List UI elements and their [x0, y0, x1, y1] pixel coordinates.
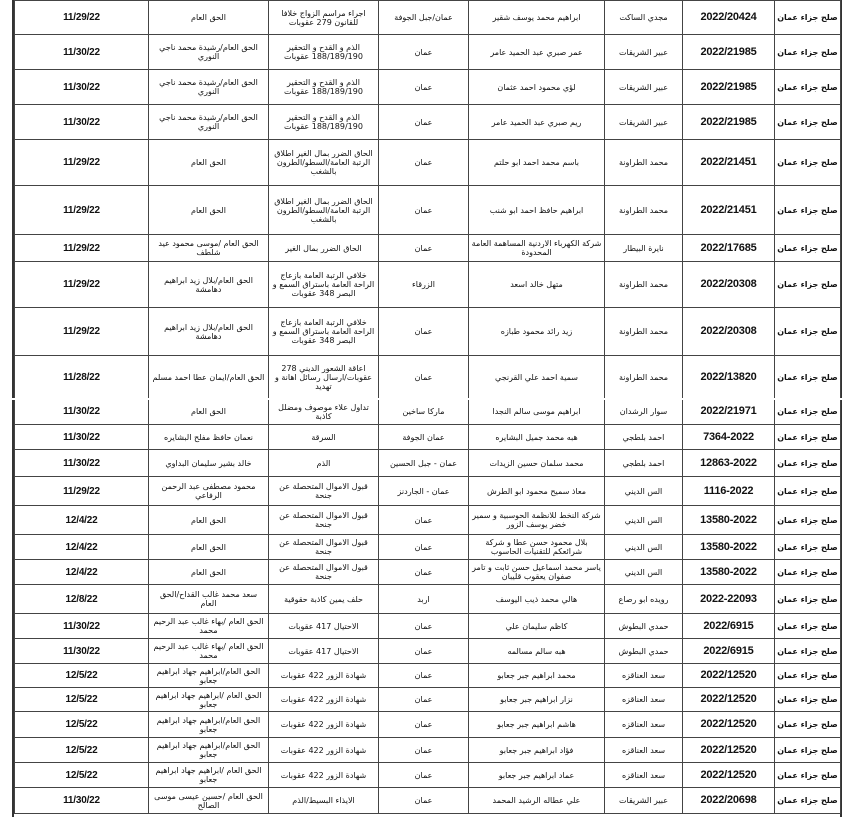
location-cell: عمان/جبل الجوفة [379, 1, 469, 35]
party-cell: شركة النخط للانظمة الحوسبية و سمير خضر يوسف الزور [469, 506, 605, 535]
right-holder-cell: الحق العام/رشيدة محمد ناجي النوري [149, 105, 269, 140]
date-cell: 11/29/22 [15, 140, 149, 186]
table-row [15, 688, 841, 712]
case-number-cell: 2022/20308 [683, 262, 775, 308]
judge-cell: سوار الرشدان [605, 399, 683, 425]
right-holder-cell: خالد بشير سليمان البداوي [149, 450, 269, 477]
court-cell: صلح جزاء عمان [775, 560, 841, 585]
right-holder-cell: الحق العام/رشيدة محمد ناجي النوري [149, 70, 269, 105]
party-cell: شركة الكهرباء الاردنية المساهمة العامة المحدودة [469, 235, 605, 262]
charge-cell: قبول الاموال المتحصلة عن جنحة [269, 477, 379, 506]
right-holder-cell: الحق العام/ابراهيم جهاد ابراهيم جعابو [149, 712, 269, 738]
table-row [15, 450, 841, 477]
court-cell: صلح جزاء عمان [775, 738, 841, 763]
party-cell: فؤاد ابراهيم جبر جعابو [469, 738, 605, 763]
party-cell: محمد سلمان حسين الزيدات [469, 450, 605, 477]
table-row [15, 425, 841, 450]
table-row [15, 712, 841, 738]
right-holder-cell: الحق العام [149, 506, 269, 535]
court-cell: صلح جزاء عمان [775, 639, 841, 664]
judge-cell: حمدي البطوش [605, 614, 683, 639]
date-cell: 11/29/22 [15, 1, 149, 35]
right-holder-cell: الحق العام /بهاء غالب عبد الرحيم محمد [149, 614, 269, 639]
charge-cell: قبول الاموال المتحصلة عن جنحة [269, 535, 379, 560]
court-cell: صلح جزاء عمان [775, 763, 841, 788]
right-holder-cell: الحق العام /حسين عيسى موسى الصالح [149, 788, 269, 814]
table-body [15, 1, 841, 814]
charge-cell: الذم و القدح و التحقير 188/189/190 عقوبات [269, 105, 379, 140]
location-cell: عمان الجوفة [379, 425, 469, 450]
date-cell: 11/29/22 [15, 477, 149, 506]
charge-cell: الحاق الضرر بمال الغير [269, 235, 379, 262]
party-cell: زيد رائد محمود طبازه [469, 308, 605, 356]
table-row [15, 105, 841, 140]
location-cell: عمان [379, 105, 469, 140]
location-cell: عمان [379, 70, 469, 105]
party-cell: علي عطاله الرشيد المحمد [469, 788, 605, 814]
table-row [15, 70, 841, 105]
court-cell: صلح جزاء عمان [775, 1, 841, 35]
date-cell: 11/30/22 [15, 399, 149, 425]
court-cell: صلح جزاء عمان [775, 105, 841, 140]
judge-cell: مجدي الساكت [605, 1, 683, 35]
location-cell: عمان [379, 235, 469, 262]
right-holder-cell: الحق العام/بلال زيد ابراهيم دهامشة [149, 262, 269, 308]
court-cell: صلح جزاء عمان [775, 688, 841, 712]
table-row [15, 788, 841, 814]
court-cell: صلح جزاء عمان [775, 585, 841, 614]
date-cell: 11/29/22 [15, 308, 149, 356]
table-row [15, 186, 841, 235]
date-cell: 12/5/22 [15, 712, 149, 738]
table-row [15, 1, 841, 35]
table-row [15, 738, 841, 763]
party-cell: متهل خالد اسعد [469, 262, 605, 308]
court-cell: صلح جزاء عمان [775, 664, 841, 688]
location-cell: عمان [379, 763, 469, 788]
date-cell: 11/30/22 [15, 614, 149, 639]
location-cell: عمان [379, 560, 469, 585]
date-cell: 11/30/22 [15, 450, 149, 477]
location-cell: عمان [379, 688, 469, 712]
court-cell: صلح جزاء عمان [775, 186, 841, 235]
case-number-cell: 2022/13820 [683, 356, 775, 399]
location-cell: عمان [379, 35, 469, 70]
table-row [15, 614, 841, 639]
right-holder-cell: الحق العام/بلال زيد ابراهيم دهامشة [149, 308, 269, 356]
judge-cell: محمد الطراونة [605, 186, 683, 235]
notice-table [14, 0, 841, 814]
right-holder-cell: الحق العام /موسى محمود عيد شلطف [149, 235, 269, 262]
case-number-cell: 2022/20308 [683, 308, 775, 356]
party-cell: ياسر محمد اسماعيل حسن ثابت و تامر صفوان يعقوب قليبان [469, 560, 605, 585]
court-cell: صلح جزاء عمان [775, 614, 841, 639]
right-holder-cell: نعمان حافظ مفلح البشايره [149, 425, 269, 450]
scan-seam [0, 398, 850, 400]
charge-cell: الاحتيال 417 عقوبات [269, 614, 379, 639]
court-cell: صلح جزاء عمان [775, 356, 841, 399]
case-number-cell: 2022/17685 [683, 235, 775, 262]
location-cell: عمان [379, 788, 469, 814]
case-number-cell: 2022/21985 [683, 105, 775, 140]
case-number-cell: 2022/21971 [683, 399, 775, 425]
party-cell: عمر صبري عبد الحميد عامر [469, 35, 605, 70]
judge-cell: احمد بلطجي [605, 425, 683, 450]
charge-cell: حلف يمين كاذبة حقوقية [269, 585, 379, 614]
right-holder-cell: سعد محمد غالب القداح/الحق العام [149, 585, 269, 614]
date-cell: 11/29/22 [15, 186, 149, 235]
case-number-cell: 2022/12520 [683, 688, 775, 712]
court-cell: صلح جزاء عمان [775, 308, 841, 356]
party-cell: هالي محمد ذيب اليوسف [469, 585, 605, 614]
table-row [15, 262, 841, 308]
right-holder-cell: الحق العام /بهاء غالب عبد الرحيم محمد [149, 639, 269, 664]
case-number-cell: 2022/12520 [683, 738, 775, 763]
party-cell: نزار ابراهيم جبر جعابو [469, 688, 605, 712]
charge-cell: اعاقة الشعور الديني 278 عقوبات/ارسال رسائل اهانة و تهديد [269, 356, 379, 399]
party-cell: بلال محمود حسن عطا و شركة شرائعكم للتقنيات الحاسوب [469, 535, 605, 560]
date-cell: 11/30/22 [15, 35, 149, 70]
court-cell: صلح جزاء عمان [775, 712, 841, 738]
right-holder-cell: الحق العام/ايمان عطا احمد مسلم [149, 356, 269, 399]
judge-cell: الس الديني [605, 535, 683, 560]
notice-table-sheet [12, 0, 842, 817]
table-row [15, 506, 841, 535]
charge-cell: الاحتيال 417 عقوبات [269, 639, 379, 664]
party-cell: ابراهيم موسى سالم النجدا [469, 399, 605, 425]
case-number-cell: 2022-22093 [683, 585, 775, 614]
charge-cell: الذم و القدح و التحقير 188/189/190 عقوبات [269, 35, 379, 70]
case-number-cell: 2022/6915 [683, 614, 775, 639]
court-cell: صلح جزاء عمان [775, 262, 841, 308]
right-holder-cell: محمود مصطفى عبد الرحمن الرفاعي [149, 477, 269, 506]
location-cell: الزرقاء [379, 262, 469, 308]
date-cell: 12/8/22 [15, 585, 149, 614]
table-row [15, 560, 841, 585]
right-holder-cell: الحق العام /ابراهيم جهاد ابراهيم جعابو [149, 763, 269, 788]
charge-cell: شهادة الزور 422 عقوبات [269, 664, 379, 688]
court-cell: صلح جزاء عمان [775, 140, 841, 186]
right-holder-cell: الحق العام [149, 535, 269, 560]
date-cell: 11/29/22 [15, 235, 149, 262]
charge-cell: قبول الاموال المتحصلة عن جنحة [269, 560, 379, 585]
table-row [15, 399, 841, 425]
location-cell: اربد [379, 585, 469, 614]
charge-cell: الحاق الضرر بمال الغير اطلاق الرتبة العامة/السطو/الطرون بالشغب [269, 140, 379, 186]
judge-cell: سعد العناقزه [605, 712, 683, 738]
judge-cell: سعد العناقزه [605, 664, 683, 688]
judge-cell: محمد الطراونة [605, 308, 683, 356]
party-cell: هبه سالم مسالمه [469, 639, 605, 664]
location-cell: عمان - جبل الحسين [379, 450, 469, 477]
party-cell: سمية احمد علي القرنجي [469, 356, 605, 399]
location-cell: ماركا ساخين [379, 399, 469, 425]
table-row [15, 477, 841, 506]
charge-cell: قبول الاموال المتحصلة عن جنحة [269, 506, 379, 535]
date-cell: 12/5/22 [15, 738, 149, 763]
judge-cell: محمد الطراونة [605, 356, 683, 399]
case-number-cell: 7364-2022 [683, 425, 775, 450]
table-row [15, 585, 841, 614]
party-cell: ابراهيم حافظ احمد ابو شنب [469, 186, 605, 235]
court-cell: صلح جزاء عمان [775, 450, 841, 477]
location-cell: عمان [379, 664, 469, 688]
table-row [15, 356, 841, 399]
case-number-cell: 2022/6915 [683, 639, 775, 664]
location-cell: عمان [379, 535, 469, 560]
charge-cell: الايذاء البسيط/الذم [269, 788, 379, 814]
table-row [15, 664, 841, 688]
charge-cell: خلافي الرتبة العامة بازعاج الراحة العامة باستراق السمع و البصر 348 عقوبات [269, 308, 379, 356]
table-row [15, 35, 841, 70]
case-number-cell: 2022/12520 [683, 664, 775, 688]
judge-cell: سعد العناقزه [605, 763, 683, 788]
case-number-cell: 2022/21985 [683, 70, 775, 105]
right-holder-cell: الحق العام/ابراهيم جهاد ابراهيم جعابو [149, 738, 269, 763]
date-cell: 11/29/22 [15, 262, 149, 308]
location-cell: عمان - الجاردنز [379, 477, 469, 506]
party-cell: كاظم سليمان علي [469, 614, 605, 639]
judge-cell: عبير الشريقات [605, 788, 683, 814]
case-number-cell: 2022/21451 [683, 140, 775, 186]
case-number-cell: 2022/20698 [683, 788, 775, 814]
case-number-cell: 12863-2022 [683, 450, 775, 477]
court-cell: صلح جزاء عمان [775, 788, 841, 814]
judge-cell: عبير الشريقات [605, 70, 683, 105]
charge-cell: شهادة الزور 422 عقوبات [269, 738, 379, 763]
charge-cell: الحاق الضرر بمال الغير اطلاق الرتبة العامة/السطو/الطرون بالشغب [269, 186, 379, 235]
party-cell: لؤي محمود احمد عثمان [469, 70, 605, 105]
party-cell: ريم صبري عبد الحميد عامر [469, 105, 605, 140]
court-cell: صلح جزاء عمان [775, 399, 841, 425]
judge-cell: سعد العناقزه [605, 688, 683, 712]
party-cell: هبه محمد جميل البشايره [469, 425, 605, 450]
judge-cell: الس الديني [605, 506, 683, 535]
court-cell: صلح جزاء عمان [775, 477, 841, 506]
case-number-cell: 2022/12520 [683, 712, 775, 738]
court-cell: صلح جزاء عمان [775, 235, 841, 262]
court-cell: صلح جزاء عمان [775, 35, 841, 70]
table-row [15, 639, 841, 664]
location-cell: عمان [379, 356, 469, 399]
charge-cell: خلافي الرتبة العامة بازعاج الراحة العامة باستراق السمع و البصر 348 عقوبات [269, 262, 379, 308]
charge-cell: الذم [269, 450, 379, 477]
right-holder-cell: الحق العام [149, 140, 269, 186]
date-cell: 11/30/22 [15, 425, 149, 450]
judge-cell: محمد الطراونة [605, 262, 683, 308]
judge-cell: الس الديني [605, 477, 683, 506]
charge-cell: تداول علاء موصوف ومضلل كاذبة [269, 399, 379, 425]
charge-cell: شهادة الزور 422 عقوبات [269, 688, 379, 712]
date-cell: 11/30/22 [15, 788, 149, 814]
right-holder-cell: الحق العام [149, 560, 269, 585]
party-cell: باسم محمد احمد ابو حلتم [469, 140, 605, 186]
judge-cell: محمد الطراونة [605, 140, 683, 186]
court-cell: صلح جزاء عمان [775, 70, 841, 105]
table-row [15, 535, 841, 560]
judge-cell: احمد بلطجي [605, 450, 683, 477]
case-number-cell: 13580-2022 [683, 506, 775, 535]
location-cell: عمان [379, 308, 469, 356]
court-cell: صلح جزاء عمان [775, 425, 841, 450]
judge-cell: عبير الشريقات [605, 35, 683, 70]
right-holder-cell: الحق العام/رشيدة محمد ناجي النوري [149, 35, 269, 70]
judge-cell: عبير الشريقات [605, 105, 683, 140]
case-number-cell: 2022/21985 [683, 35, 775, 70]
location-cell: عمان [379, 712, 469, 738]
date-cell: 11/30/22 [15, 70, 149, 105]
case-number-cell: 2022/21451 [683, 186, 775, 235]
charge-cell: شهادة الزور 422 عقوبات [269, 763, 379, 788]
date-cell: 11/30/22 [15, 639, 149, 664]
right-holder-cell: الحق العام [149, 1, 269, 35]
party-cell: معاذ سميح محمود ابو الطرش [469, 477, 605, 506]
party-cell: هاشم ابراهيم جبر جعابو [469, 712, 605, 738]
location-cell: عمان [379, 506, 469, 535]
judge-cell: سعد العناقزه [605, 738, 683, 763]
party-cell: عماد ابراهيم جبر جعابو [469, 763, 605, 788]
charge-cell: السرقة [269, 425, 379, 450]
judge-cell: حمدي البطوش [605, 639, 683, 664]
court-cell: صلح جزاء عمان [775, 535, 841, 560]
case-number-cell: 13580-2022 [683, 535, 775, 560]
case-number-cell: 1116-2022 [683, 477, 775, 506]
date-cell: 12/5/22 [15, 763, 149, 788]
judge-cell: نايرة البيطار [605, 235, 683, 262]
date-cell: 11/30/22 [15, 105, 149, 140]
case-number-cell: 2022/12520 [683, 763, 775, 788]
right-holder-cell: الحق العام /ابراهيم جهاد ابراهيم جعابو [149, 688, 269, 712]
party-cell: محمد ابراهيم جبر جعابو [469, 664, 605, 688]
party-cell: ابراهيم محمد يوسف شقير [469, 1, 605, 35]
table-row [15, 140, 841, 186]
right-holder-cell: الحق العام [149, 186, 269, 235]
location-cell: عمان [379, 186, 469, 235]
judge-cell: رويده ابو رصاع [605, 585, 683, 614]
date-cell: 12/4/22 [15, 560, 149, 585]
charge-cell: شهادة الزور 422 عقوبات [269, 712, 379, 738]
date-cell: 11/28/22 [15, 356, 149, 399]
date-cell: 12/4/22 [15, 535, 149, 560]
charge-cell: الذم و القدح و التحقير 188/189/190 عقوبات [269, 70, 379, 105]
case-number-cell: 13580-2022 [683, 560, 775, 585]
date-cell: 12/5/22 [15, 688, 149, 712]
location-cell: عمان [379, 140, 469, 186]
court-cell: صلح جزاء عمان [775, 506, 841, 535]
table-row [15, 235, 841, 262]
date-cell: 12/4/22 [15, 506, 149, 535]
case-number-cell: 2022/20424 [683, 1, 775, 35]
table-row [15, 308, 841, 356]
table-row [15, 763, 841, 788]
location-cell: عمان [379, 614, 469, 639]
judge-cell: الس الديني [605, 560, 683, 585]
date-cell: 12/5/22 [15, 664, 149, 688]
charge-cell: اجراء مراسم الزواج خلافا للقانون 279 عقوبات [269, 1, 379, 35]
right-holder-cell: الحق العام/ابراهيم جهاد ابراهيم جعابو [149, 664, 269, 688]
location-cell: عمان [379, 639, 469, 664]
right-holder-cell: الحق العام [149, 399, 269, 425]
location-cell: عمان [379, 738, 469, 763]
